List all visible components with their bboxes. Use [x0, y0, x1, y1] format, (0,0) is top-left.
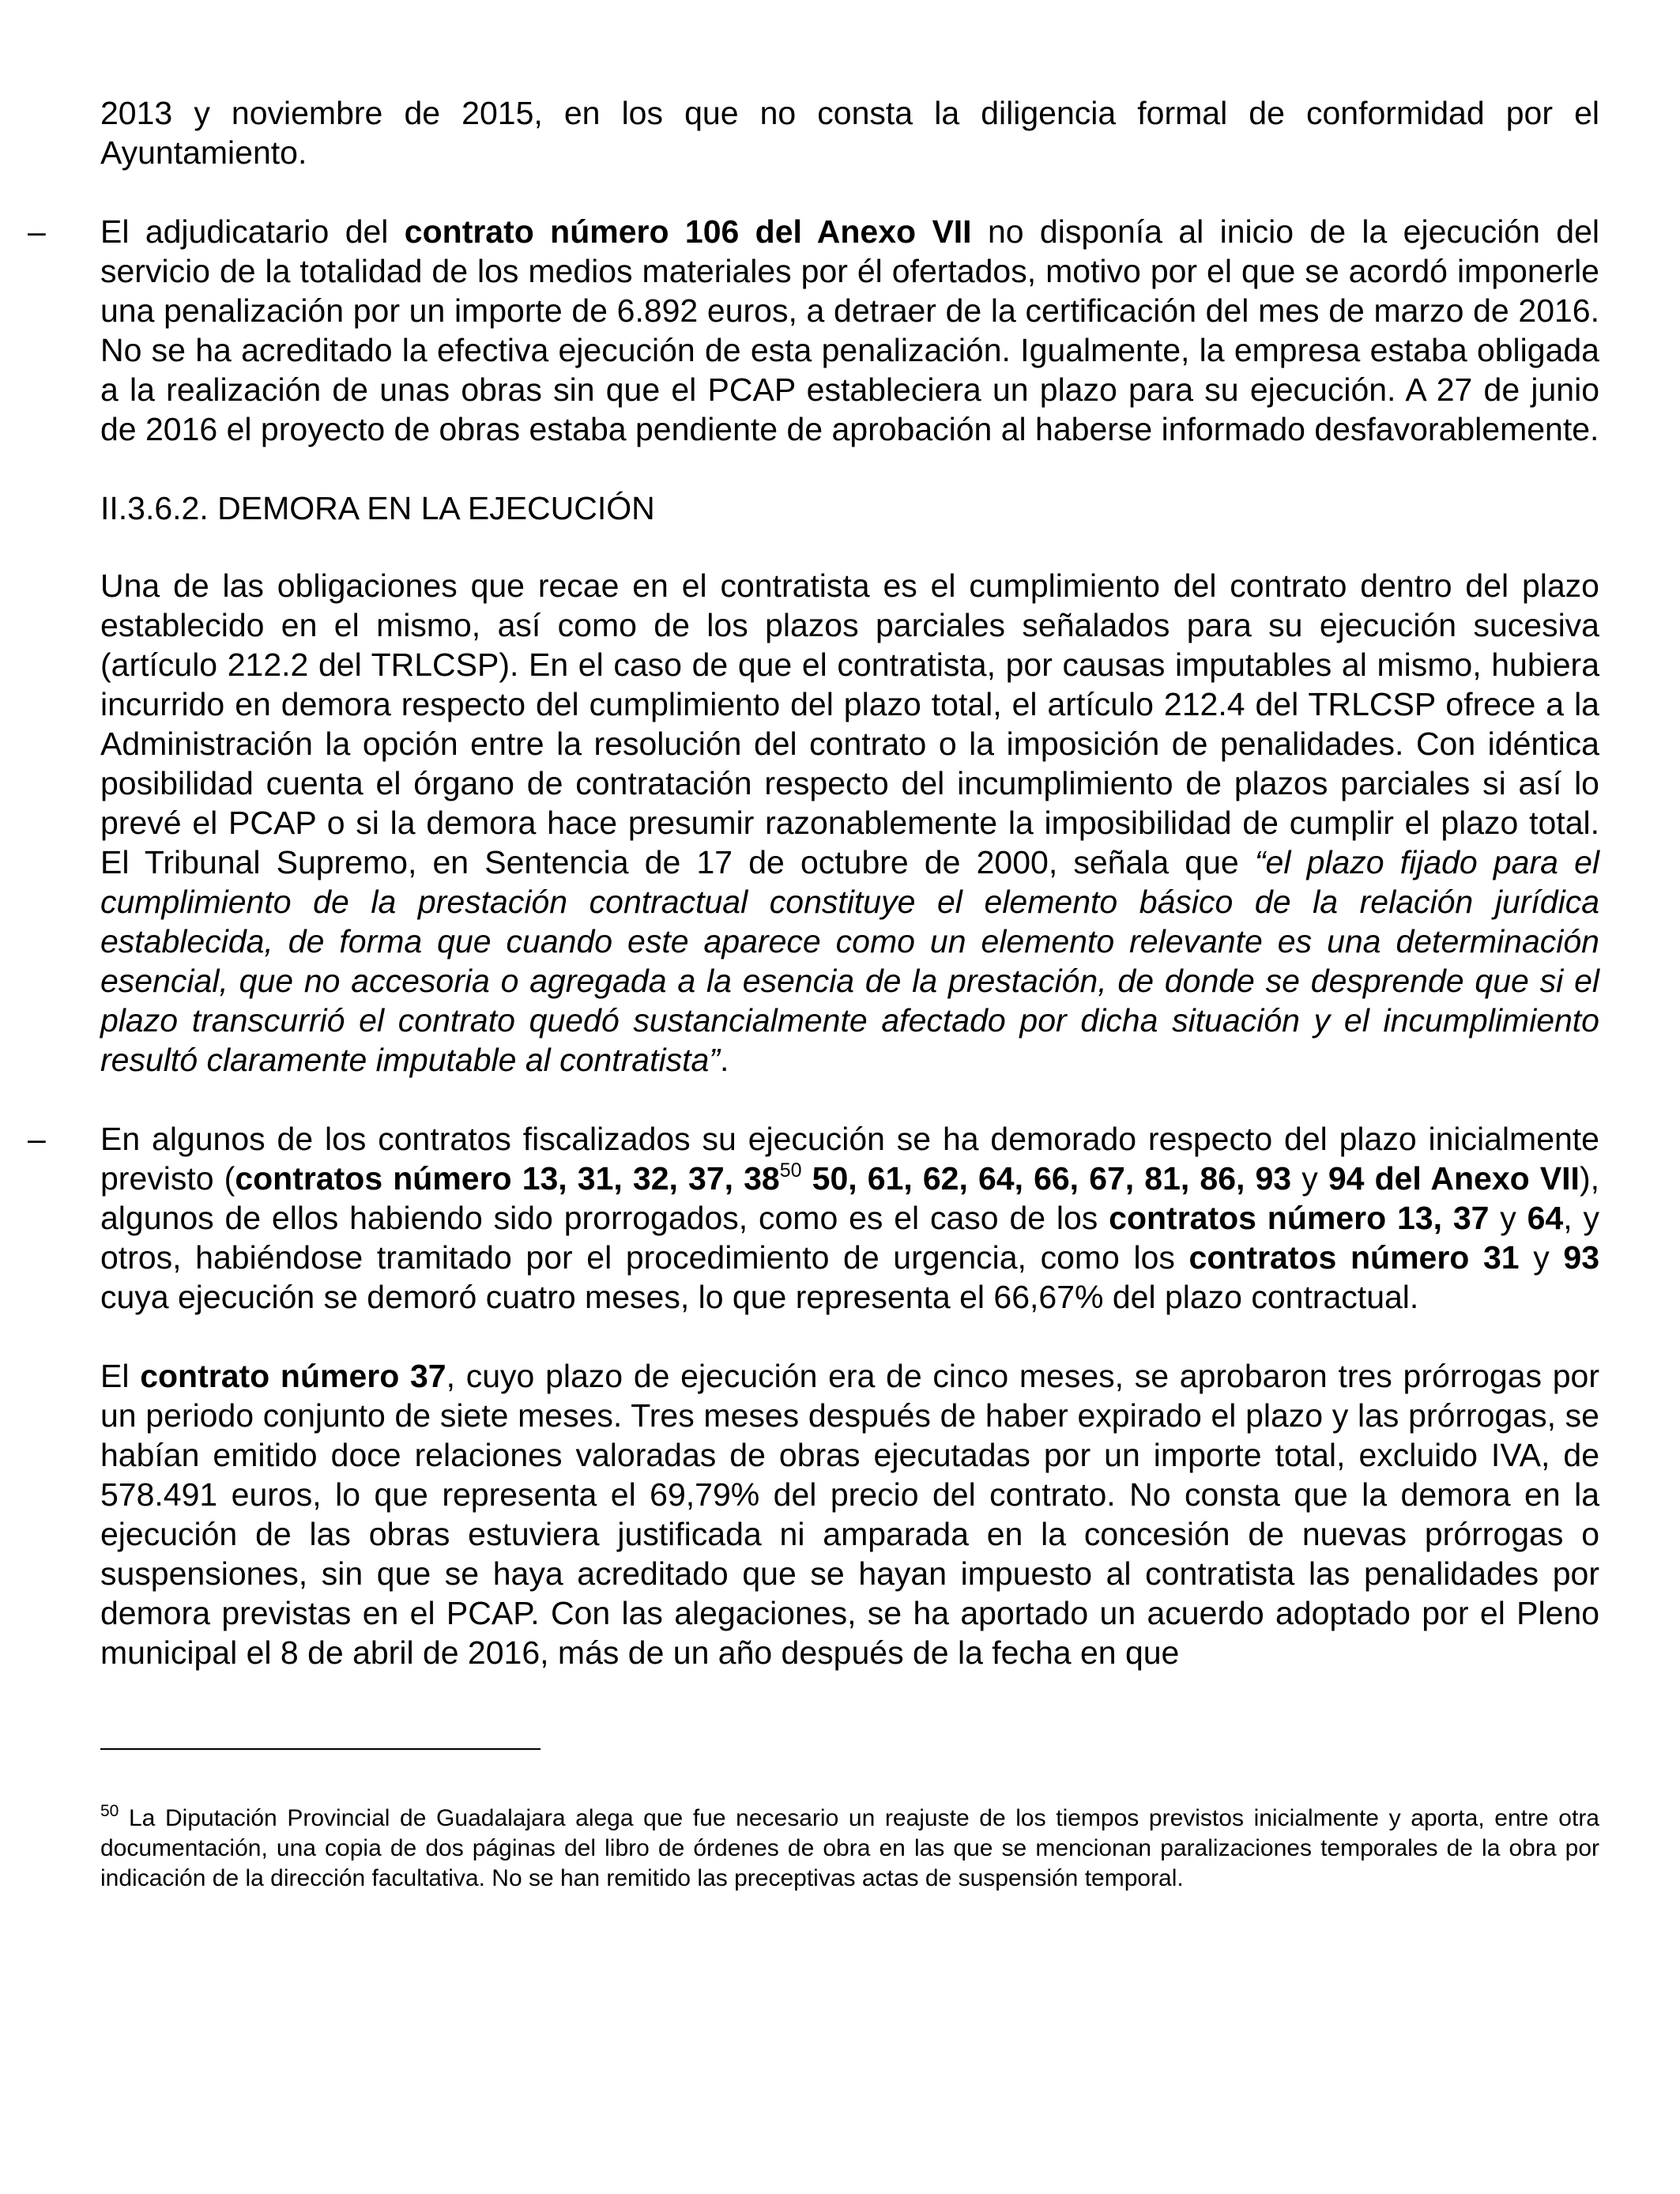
bullet2-bold-5: 64	[1527, 1200, 1564, 1236]
section-heading-text: II.3.6.2. DEMORA EN LA EJECUCIÓN	[100, 490, 655, 526]
bullet-dash-icon: –	[28, 213, 46, 250]
footnote-50	[100, 1804, 1599, 1894]
bullet-dash-icon: –	[28, 1121, 46, 1157]
supreme-court-quote: “el plazo fijado para el cumplimiento de la prestación contractual constituye el elemento básico de la relación jurídica establecida, de forma que cuando este aparece como un elemento relevante es una determinación esencial, que no accesoria o agregada a la esencia de la prestación, de donde se desprende que si el plazo transcurrió el contrato quedó sustancialmente afectado por dicha situación y el incumplimiento resultó claramente imputable al contratista”	[100, 844, 1599, 1078]
bullet2-bold-3: 94 del Anexo VII	[1328, 1160, 1580, 1197]
footnote-text: La Diputación Provincial de Guadalajara alega que fue necesario un reajuste de los tiempos previstos inicialmente y aporta, entre otra documentación, una copia de dos páginas del libro de órdenes de obra en las que se mencionan paralizaciones temporales de la obra por indicación de la dirección facultativa. No se han remitido las preceptivas actas de suspensión temporal.	[100, 1805, 1599, 1891]
bullet2-bold-4: contratos número 13, 37	[1109, 1200, 1490, 1236]
obligations-text-2: .	[719, 1042, 729, 1078]
section-heading	[100, 488, 1599, 528]
paragraph-intro-text: 2013 y noviembre de 2015, en los que no consta la diligencia formal de conformidad por el Ayuntamiento.	[100, 95, 1599, 171]
contract37-bold-1: contrato número 37	[140, 1358, 446, 1394]
footnote-paragraph	[100, 1804, 1599, 1894]
obligations-text-1: Una de las obligaciones que recae en el contratista es el cumplimiento del contrato dentro del plazo establecido en el mismo, así como de los plazos parciales señalados para su ejecución sucesiva (artículo 212.2 del TRLCSP). En el caso de que el contratista, por causas imputables al mismo, hubiera incurrido en demora respecto del cumplimiento del plazo total, el artículo 212.4 del TRLCSP ofrece a la Administración la opción entre la resolución del contrato o la imposición de penalidades. Con idéntica posibilidad cuenta el órgano de contratación respecto del incumplimiento de plazos parciales si así lo prevé el PCAP o si la demora hace presumir razonablemente la imposibilidad de cumplir el plazo total. El Tribunal Supremo, en Sentencia de 17 de octubre de 2000, señala que	[100, 567, 1599, 880]
contract37-text-2: , cuyo plazo de ejecución era de cinco meses, se aprobaron tres prórrogas por un periodo conjunto de siete meses. Tres meses después de haber expirado el plazo y las prórrogas, se habían emitido doce relaciones valoradas de obras ejecutadas por un importe total, excluido IVA, de 578.491 euros, lo que representa el 69,79% del precio del contrato. No consta que la demora en la ejecución de las obras estuviera justificada ni amparada en la concesión de nuevas prórrogas o suspensiones, sin que se haya acreditado que se hayan impuesto al contratista las penalidades por demora previstas en el PCAP. Con las alegaciones, se ha aportado un acuerdo adoptado por el Pleno municipal el 8 de abril de 2016, más de un año después de la fecha en que	[100, 1358, 1599, 1671]
bullet2-text-2: y	[1291, 1160, 1328, 1197]
contract37-text-1: El	[100, 1358, 141, 1394]
bullet2-bold-6: contratos número 31	[1188, 1239, 1520, 1276]
bullet2-text-1: En algunos de los contratos fiscalizados su ejecución se ha demorado respecto del plazo inicialmente previsto (	[100, 1121, 1599, 1197]
bullet-delayed-contracts	[28, 1119, 1599, 1317]
footnote-reference-50[interactable]: 50	[779, 1159, 802, 1182]
paragraph-obligations	[100, 566, 1599, 1080]
bullet2-text-6: y	[1519, 1239, 1564, 1276]
bullet2-text-3: ), algunos de ellos habiendo sido prorrogados, como es el caso de los	[100, 1160, 1599, 1236]
bullet2-text-4: y	[1489, 1200, 1527, 1236]
bullet2-bold-1: contratos número 13, 31, 32, 37, 38	[235, 1160, 780, 1197]
footnote-separator	[100, 1748, 541, 1750]
main-text	[28, 93, 1599, 1712]
bullet-contract-106	[28, 212, 1599, 449]
bullet2-bold-7: 93	[1563, 1239, 1599, 1276]
footnote-number: 50	[100, 1802, 119, 1820]
bullet2-bold-2: 50, 61, 62, 64, 66, 67, 81, 86, 93	[801, 1160, 1292, 1197]
bullet1-text-1: El adjudicatario del	[100, 213, 405, 250]
paragraph-contract-37	[100, 1356, 1599, 1672]
bullet1-bold-1: contrato número 106 del Anexo VII	[404, 213, 972, 250]
bullet2-text-5: , y otros, habiéndose tramitado por el procedimiento de urgencia, como los	[100, 1200, 1599, 1276]
paragraph-intro	[100, 93, 1599, 172]
bullet1-text-2: no disponía al inicio de la ejecución del servicio de la totalidad de los medios materiales por él ofertados, motivo por el que se acordó imponerle una penalización por un importe de 6.892 euros, a detraer de la certificación del mes de marzo de 2016. No se ha acreditado la efectiva ejecución de esta penalización. Igualmente, la empresa estaba obligada a la realización de unas obras sin que el PCAP estableciera un plazo para su ejecución. A 27 de junio de 2016 el proyecto de obras estaba pendiente de aprobación al haberse informado desfavorablemente.	[100, 213, 1599, 447]
bullet2-text-7: cuya ejecución se demoró cuatro meses, lo que representa el 66,67% del plazo contractual.	[100, 1279, 1419, 1315]
